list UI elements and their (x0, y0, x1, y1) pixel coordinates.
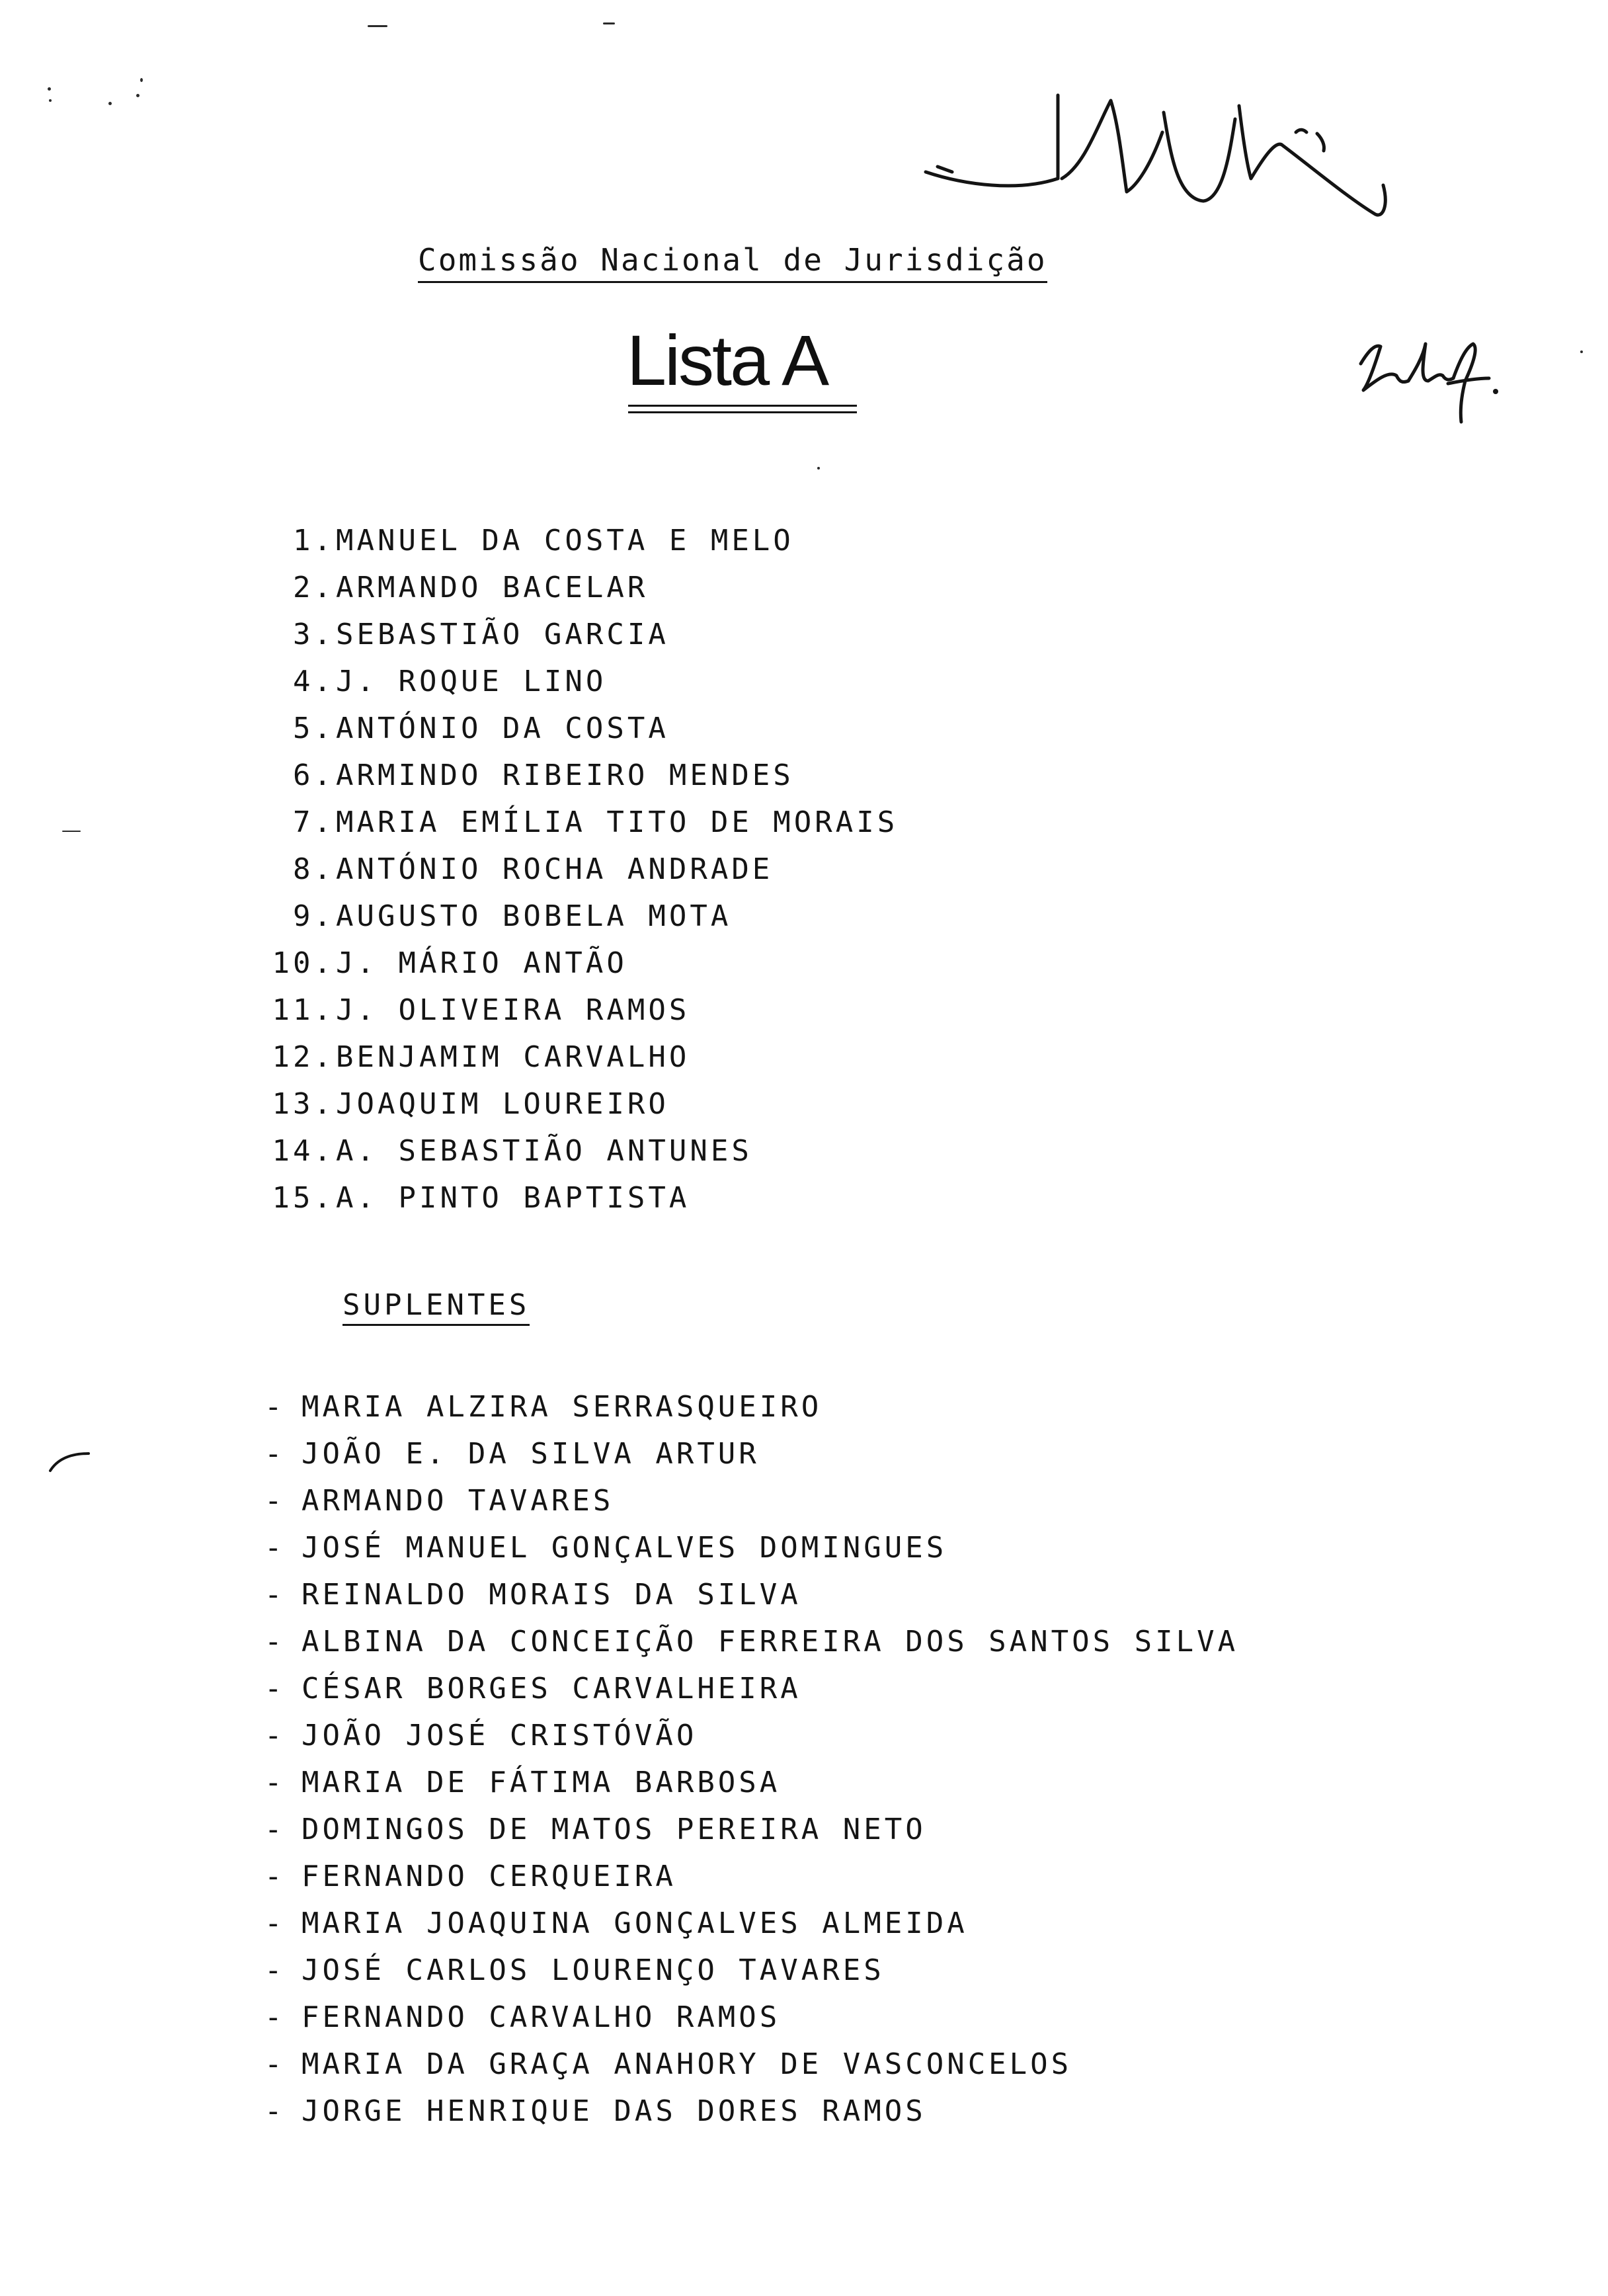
list-item (263, 987, 898, 1034)
scan-speck (62, 831, 81, 832)
signature-icon (912, 86, 1388, 245)
list-item (263, 611, 898, 658)
list-item (264, 1618, 1238, 1665)
suplente-name: JOÃO E. DA SILVA ARTUR (302, 1437, 760, 1471)
suplente-name: MARIA DE FÁTIMA BARBOSA (302, 1766, 781, 1799)
scan-speck (48, 87, 51, 91)
suplente-name: JOÃO JOSÉ CRISTÓVÃO (302, 1719, 698, 1752)
item-number: 8. (293, 852, 335, 886)
scan-speck (108, 102, 112, 105)
margin-mark-icon (48, 1447, 94, 1473)
member-name: A. SEBASTIÃO ANTUNES (336, 1134, 752, 1168)
list-item (264, 1853, 1238, 1900)
item-number: 5. (293, 712, 335, 745)
item-number: 4. (293, 665, 335, 698)
list-item (263, 1128, 898, 1174)
list-item (264, 1430, 1238, 1477)
commission-heading: Comissão Nacional de Jurisdição (418, 243, 1047, 283)
list-item (263, 893, 898, 940)
member-name: A. PINTO BAPTISTA (336, 1181, 690, 1215)
item-number: 10. (272, 946, 335, 980)
scan-speck (136, 94, 140, 97)
list-item (263, 705, 898, 752)
initials-icon (1349, 317, 1501, 430)
scan-speck (49, 99, 52, 102)
member-name: SEBASTIÃO GARCIA (336, 618, 669, 651)
suplente-name: JOSÉ MANUEL GONÇALVES DOMINGUES (302, 1531, 947, 1565)
suplente-name: MARIA DA GRAÇA ANAHORY DE VASCONCELOS (302, 2047, 1072, 2081)
dash-bullet: - (264, 1390, 286, 1424)
member-name: BENJAMIM CARVALHO (336, 1040, 690, 1074)
member-name: J. ROQUE LINO (336, 665, 607, 698)
list-item (264, 1994, 1238, 2041)
suplente-name: FERNANDO CERQUEIRA (302, 1860, 676, 1893)
list-item (264, 1383, 1238, 1430)
item-number: 3. (293, 618, 335, 651)
item-number: 1. (293, 524, 335, 557)
dash-bullet: - (264, 2094, 286, 2128)
dash-bullet: - (264, 1578, 286, 1612)
member-name: ARMINDO RIBEIRO MENDES (336, 758, 794, 792)
suplente-name: MARIA ALZIRA SERRASQUEIRO (302, 1390, 823, 1424)
list-item (264, 2041, 1238, 2088)
list-item (264, 1947, 1238, 1994)
member-name: AUGUSTO BOBELA MOTA (336, 899, 732, 933)
dash-bullet: - (264, 1719, 286, 1752)
page-title: Lista A (627, 320, 828, 400)
list-item (264, 1712, 1238, 1759)
suplentes-list (264, 1383, 1238, 2135)
scan-speck (817, 467, 820, 470)
member-name: J. MÁRIO ANTÃO (336, 946, 627, 980)
list-item (264, 1571, 1238, 1618)
dash-bullet: - (264, 1531, 286, 1565)
dash-bullet: - (264, 1625, 286, 1659)
item-number: 2. (293, 571, 335, 604)
suplentes-heading: SUPLENTES (342, 1290, 530, 1326)
item-number: 15. (272, 1181, 335, 1215)
item-number: 7. (293, 805, 335, 839)
member-name: ARMANDO BACELAR (336, 571, 649, 604)
dash-bullet: - (264, 1813, 286, 1846)
dash-bullet: - (264, 1437, 286, 1471)
list-item (263, 1034, 898, 1081)
list-item (264, 2088, 1238, 2135)
item-number: 9. (293, 899, 335, 933)
title-underline (628, 405, 857, 407)
dash-bullet: - (264, 1860, 286, 1893)
list-item (263, 1174, 898, 1221)
dash-bullet: - (264, 1672, 286, 1705)
suplente-name: FERNANDO CARVALHO RAMOS (302, 2000, 781, 2034)
list-item (263, 846, 898, 893)
member-name: MANUEL DA COSTA E MELO (336, 524, 794, 557)
suplente-name: ARMANDO TAVARES (302, 1484, 614, 1518)
suplente-name: DOMINGOS DE MATOS PEREIRA NETO (302, 1813, 926, 1846)
dash-bullet: - (264, 1906, 286, 1940)
suplente-name: CÉSAR BORGES CARVALHEIRA (302, 1672, 801, 1705)
dash-bullet: - (264, 2000, 286, 2034)
list-item (263, 940, 898, 987)
list-item (263, 1081, 898, 1128)
suplente-name: JOSÉ CARLOS LOURENÇO TAVARES (302, 1953, 885, 1987)
members-list (263, 517, 898, 1221)
scan-speck (603, 22, 615, 24)
item-number: 6. (293, 758, 335, 792)
list-item (264, 1477, 1238, 1524)
list-item (263, 658, 898, 705)
item-number: 12. (272, 1040, 335, 1074)
scan-speck (140, 78, 143, 82)
list-item (263, 752, 898, 799)
item-number: 13. (272, 1087, 335, 1121)
item-number: 11. (272, 993, 335, 1027)
item-number: 14. (272, 1134, 335, 1168)
list-item (264, 1759, 1238, 1806)
member-name: JOAQUIM LOUREIRO (336, 1087, 669, 1121)
dash-bullet: - (264, 2047, 286, 2081)
member-name: ANTÓNIO DA COSTA (336, 712, 669, 745)
scan-speck (368, 25, 387, 27)
title-underline (628, 411, 857, 413)
list-item (264, 1806, 1238, 1853)
dash-bullet: - (264, 1484, 286, 1518)
suplente-name: REINALDO MORAIS DA SILVA (302, 1578, 801, 1612)
suplente-name: ALBINA DA CONCEIÇÃO FERREIRA DOS SANTOS SILVA (302, 1625, 1239, 1659)
dash-bullet: - (264, 1766, 286, 1799)
list-item (264, 1900, 1238, 1947)
list-item (263, 517, 898, 564)
list-item (264, 1665, 1238, 1712)
suplente-name: MARIA JOAQUINA GONÇALVES ALMEIDA (302, 1906, 968, 1940)
list-item (264, 1524, 1238, 1571)
list-item (263, 564, 898, 611)
member-name: J. OLIVEIRA RAMOS (336, 993, 690, 1027)
member-name: ANTÓNIO ROCHA ANDRADE (336, 852, 774, 886)
list-item (263, 799, 898, 846)
dash-bullet: - (264, 1953, 286, 1987)
scan-speck (1580, 350, 1583, 353)
suplente-name: JORGE HENRIQUE DAS DORES RAMOS (302, 2094, 926, 2128)
member-name: MARIA EMÍLIA TITO DE MORAIS (336, 805, 899, 839)
